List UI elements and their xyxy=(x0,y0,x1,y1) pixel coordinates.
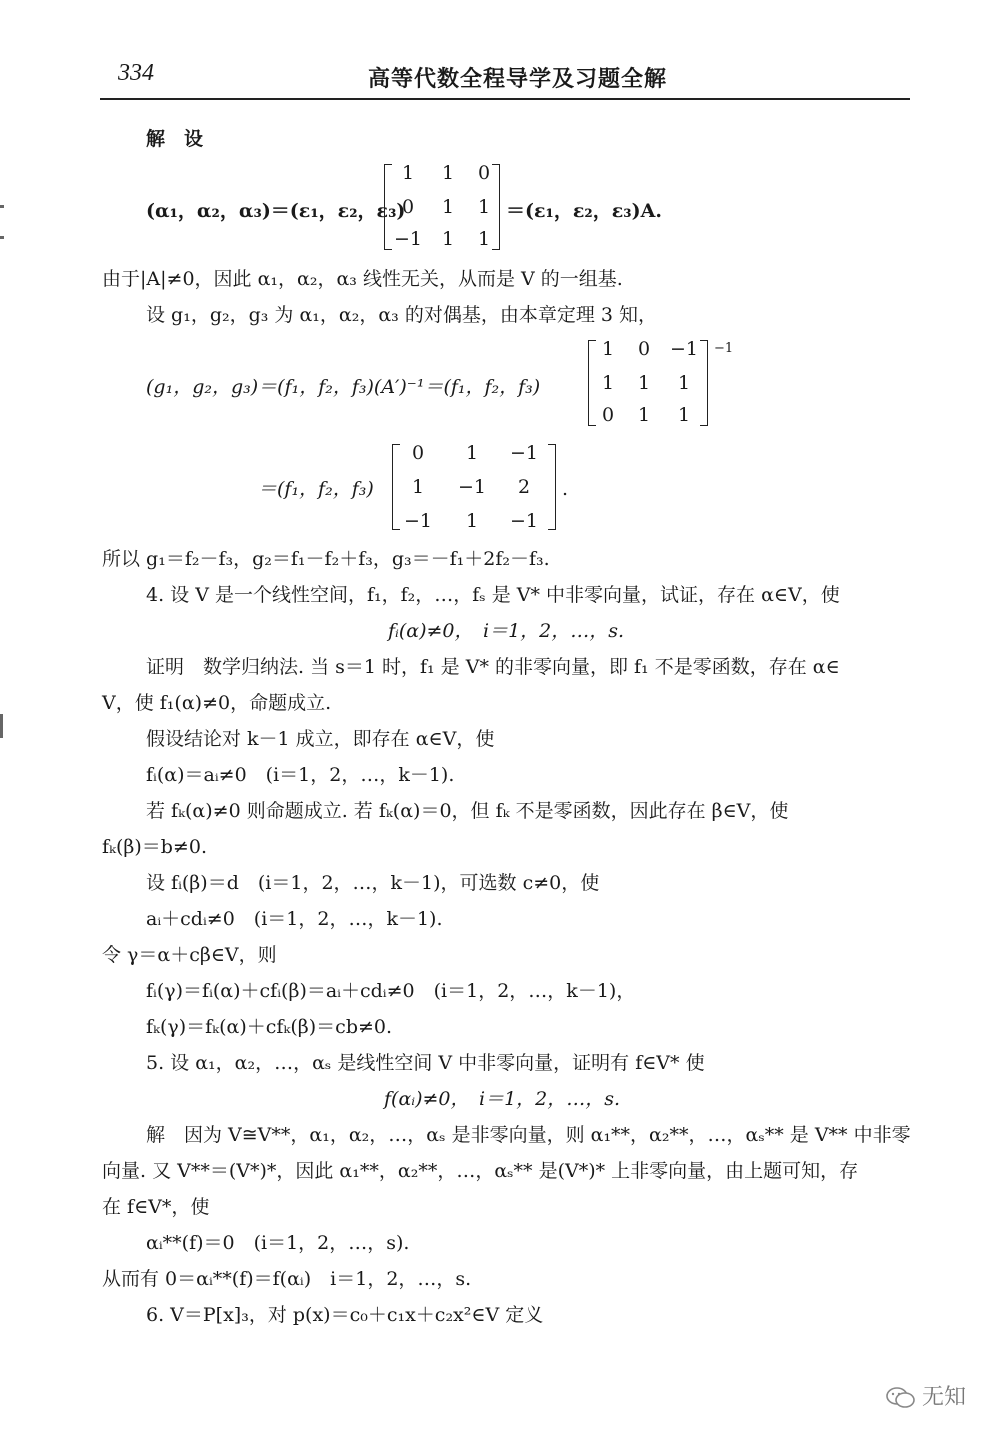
matrix-a-transpose xyxy=(588,336,708,430)
matrix-cell: 1 xyxy=(465,510,479,532)
text-line: 从而有 0＝αᵢ**(f)＝f(αᵢ) i＝1，2，…，s. xyxy=(102,1268,472,1290)
bracket-right xyxy=(548,444,556,530)
matrix-cell: 0 xyxy=(477,162,491,184)
matrix-cell: −1 xyxy=(457,476,486,498)
text-line: fₖ(β)＝b≠0. xyxy=(102,836,207,858)
bracket-right xyxy=(700,340,708,426)
matrix-cell: −1 xyxy=(509,510,538,532)
text-line: 令 γ＝α＋cβ∈V，则 xyxy=(102,944,277,966)
matrix-cell: 2 xyxy=(517,476,531,498)
matrix-cell: 1 xyxy=(637,404,651,426)
matrix-cell: 0 xyxy=(637,338,651,360)
text-line: 由于|A|≠0，因此 α₁，α₂，α₃ 线性无关，从而是 V 的一组基. xyxy=(102,268,623,290)
matrix-cell: 1 xyxy=(441,162,455,184)
text-line: 解 因为 V≅V**，α₁，α₂，…，αₛ 是非零向量，则 α₁**，α₂**，…，αₛ** 是 V** 中非零 xyxy=(146,1124,911,1146)
matrix-cell: 1 xyxy=(477,196,491,218)
text-line: 若 fₖ(α)≠0 则命题成立. 若 fₖ(α)＝0，但 fₖ 不是零函数，因此存在 β∈V，使 xyxy=(146,800,789,822)
matrix-cell: 1 xyxy=(637,372,651,394)
equation-lhs: (α₁，α₂，α₃)＝(ε₁，ε₂，ε₃) xyxy=(146,200,406,222)
matrix-cell: 0 xyxy=(401,196,415,218)
text-line: 所以 g₁＝f₂－f₃，g₂＝f₁－f₂＋f₃，g₃＝－f₁＋2f₂－f₃. xyxy=(102,548,550,570)
problem-6-statement: 6. V＝P[x]₃，对 p(x)＝c₀＋c₁x＋c₂x²∈V 定义 xyxy=(146,1304,544,1326)
matrix-cell: 0 xyxy=(601,404,615,426)
watermark xyxy=(886,1380,966,1411)
matrix-a xyxy=(384,160,500,254)
problem-4-statement: 4. 设 V 是一个线性空间，f₁，f₂，…，fₛ 是 V* 中非零向量，试证，存在 α∈V，使 xyxy=(146,584,840,606)
text-line: 设 g₁，g₂，g₃ 为 α₁，α₂，α₃ 的对偶基，由本章定理 3 知， xyxy=(146,304,658,326)
inverse-exponent: −1 xyxy=(714,341,734,356)
matrix-cell: 1 xyxy=(441,228,455,250)
equation-rhs: ＝(ε₁，ε₂，ε₃)A. xyxy=(506,200,662,222)
matrix-cell: 0 xyxy=(411,442,425,464)
scan-edge-mark xyxy=(0,714,3,738)
book-title: 高等代数全程导学及习题全解 xyxy=(368,67,668,92)
text-line: fᵢ(γ)＝fᵢ(α)＋cfᵢ(β)＝aᵢ＋cdᵢ≠0 (i＝1，2，…，k－1)， xyxy=(146,980,636,1002)
matrix-cell: 1 xyxy=(477,228,491,250)
matrix-cell: 1 xyxy=(401,162,415,184)
matrix-cell: −1 xyxy=(669,338,698,360)
scan-edge-mark xyxy=(0,236,4,239)
page-number: 334 xyxy=(118,60,154,86)
matrix-cell: 1 xyxy=(411,476,425,498)
text-line: 设 fᵢ(β)＝d (i＝1，2，…，k－1)，可选数 c≠0，使 xyxy=(146,872,600,894)
solution-intro: 解 设 xyxy=(146,128,204,150)
equation-end: . xyxy=(562,478,569,500)
bracket-right xyxy=(492,164,500,250)
text-line: 证明 数学归纳法. 当 s＝1 时，f₁ 是 V* 的非零向量，即 f₁ 不是零函数，存在 α∈ xyxy=(146,656,840,678)
matrix-cell: 1 xyxy=(601,338,615,360)
text-line: αᵢ**(f)＝0 (i＝1，2，…，s). xyxy=(146,1232,410,1254)
matrix-cell: 1 xyxy=(601,372,615,394)
matrix-cell: −1 xyxy=(393,228,422,250)
formula: fᵢ(α)≠0， i＝1，2，…，s. xyxy=(388,620,625,642)
matrix-cell: 1 xyxy=(677,372,691,394)
matrix-cell: 1 xyxy=(465,442,479,464)
text-line: aᵢ＋cdᵢ≠0 (i＝1，2，…，k－1). xyxy=(146,908,443,930)
wechat-icon xyxy=(886,1387,916,1409)
matrix-inverse xyxy=(392,440,556,534)
header-rule xyxy=(100,98,910,100)
formula: f(αᵢ)≠0， i＝1，2，…，s. xyxy=(384,1088,621,1110)
problem-5-statement: 5. 设 α₁，α₂，…，αₛ 是线性空间 V 中非零向量，证明有 f∈V* 使 xyxy=(146,1052,705,1074)
text-line: V，使 f₁(α)≠0，命题成立. xyxy=(102,692,332,714)
text-line: 向量. 又 V**＝(V*)*，因此 α₁**，α₂**，…，αₛ** 是(V*)* 上非零向量，由上题可知，存 xyxy=(102,1160,859,1182)
matrix-cell: −1 xyxy=(403,510,432,532)
equation-line: ＝(f₁，f₂，f₃) xyxy=(258,478,374,500)
text-line: fᵢ(α)＝aᵢ≠0 (i＝1，2，…，k－1). xyxy=(146,764,455,786)
matrix-cell: 1 xyxy=(677,404,691,426)
scan-edge-mark xyxy=(0,205,4,208)
text-line: 在 f∈V*，使 xyxy=(102,1196,210,1218)
equation-line: (g₁，g₂，g₃)＝(f₁，f₂，f₃)(A′)⁻¹＝(f₁，f₂，f₃) xyxy=(146,376,541,398)
matrix-cell: 1 xyxy=(441,196,455,218)
text-line: 假设结论对 k－1 成立，即存在 α∈V，使 xyxy=(146,728,495,750)
text-line: fₖ(γ)＝fₖ(α)＋cfₖ(β)＝cb≠0. xyxy=(146,1016,393,1038)
matrix-cell: −1 xyxy=(509,442,538,464)
watermark-text: 无知 xyxy=(921,1385,966,1410)
